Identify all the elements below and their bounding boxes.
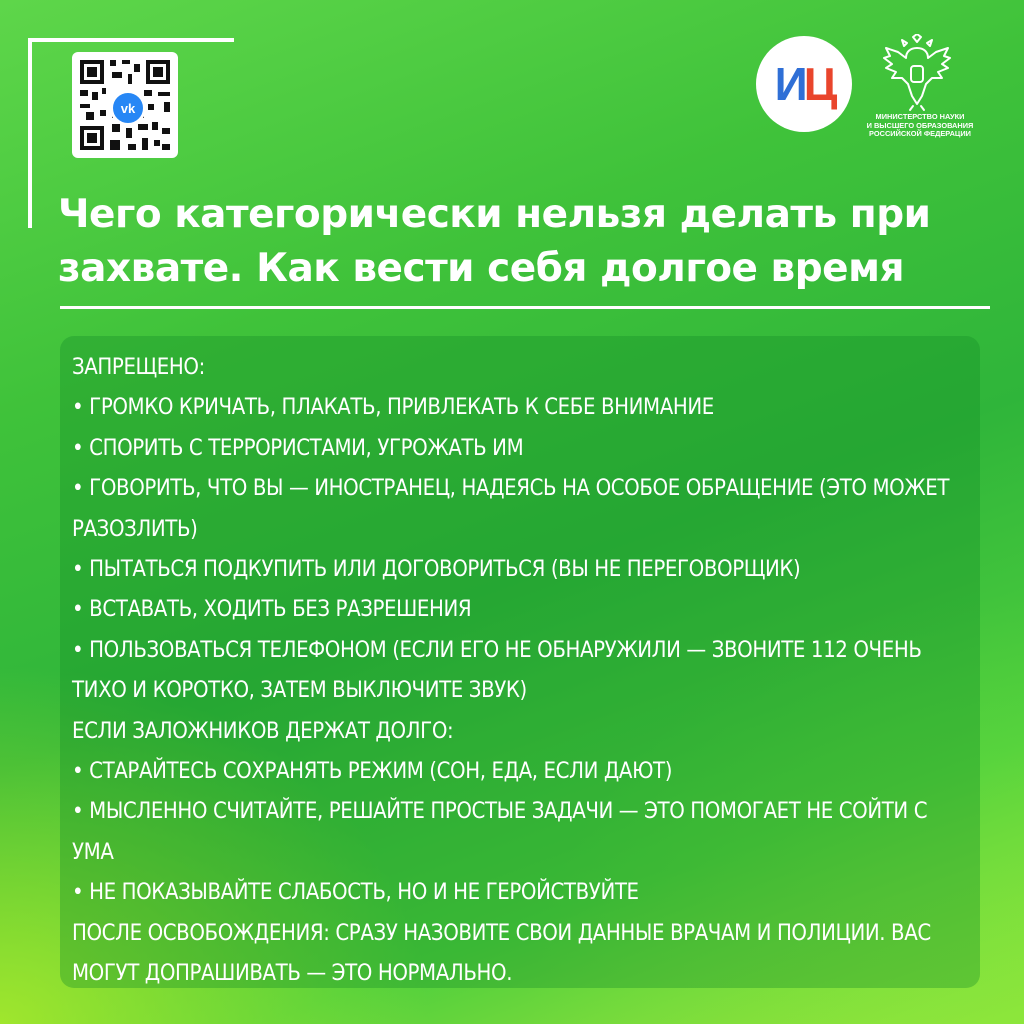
list-item: • МЫСЛЕННО СЧИТАЙТЕ, РЕШАЙТЕ ПРОСТЫЕ ЗАДАЧИ — ЭТО ПОМОГАЕТ НЕ СОЙТИ С (72, 799, 928, 825)
title-divider (60, 306, 990, 309)
ic-logo-letter-c: Ц (803, 58, 834, 110)
ic-logo (756, 36, 852, 132)
list-item: • ПЫТАТЬСЯ ПОДКУПИТЬ ИЛИ ДОГОВОРИТЬСЯ (ВЫ НЕ ПЕРЕГОВОРЩИК) (72, 557, 801, 583)
page-title (58, 188, 1008, 296)
list-item: • СТАРАЙТЕСЬ СОХРАНЯТЬ РЕЖИМ (СОН, ЕДА, ЕСЛИ ДАЮТ) (72, 759, 673, 785)
corner-frame-left (28, 38, 32, 228)
closing-text: МОГУТ ДОПРАШИВАТЬ — ЭТО НОРМАЛЬНО. (72, 961, 513, 987)
list-item: • НЕ ПОКАЗЫВАЙТЕ СЛАБОСТЬ, НО И НЕ ГЕРОЙСТВУЙТЕ (72, 880, 639, 906)
qr-code[interactable] (72, 52, 178, 158)
list-item: • ПОЛЬЗОВАТЬСЯ ТЕЛЕФОНОМ (ЕСЛИ ЕГО НЕ ОБНАРУЖИЛИ — ЗВОНИТЕ 112 ОЧЕНЬ (72, 637, 922, 663)
list-item-continuation: РАЗОЗЛИТЬ) (72, 516, 198, 542)
closing-text: ПОСЛЕ ОСВОБОЖДЕНИЯ: СРАЗУ НАЗОВИТЕ СВОИ ДАННЫЕ ВРАЧАМ И ПОЛИЦИИ. ВАС (72, 920, 931, 946)
title-line: захвате. Как вести себя долгое время (58, 246, 905, 291)
corner-frame-top (28, 38, 234, 42)
list-item-continuation: ТИХО И КОРОТКО, ЗАТЕМ ВЫКЛЮЧИТЕ ЗВУК) (72, 678, 527, 704)
ministry-line: МИНИСТЕРСТВО НАУКИ (875, 112, 965, 121)
ministry-line: И ВЫСШЕГО ОБРАЗОВАНИЯ (866, 120, 974, 130)
list-item: • СПОРИТЬ С ТЕРРОРИСТАМИ, УГРОЖАТЬ ИМ (72, 435, 524, 461)
list-item: • ВСТАВАТЬ, ХОДИТЬ БЕЗ РАЗРЕШЕНИЯ (72, 597, 472, 623)
list-item: • ГРОМКО КРИЧАТЬ, ПЛАКАТЬ, ПРИВЛЕКАТЬ К СЕБЕ ВНИМАНИЕ (72, 395, 714, 421)
coat-of-arms-icon (880, 34, 954, 112)
ministry-line: РОССИЙСКОЙ ФЕДЕРАЦИИ (869, 129, 971, 139)
content-text (72, 348, 972, 995)
list-item: • ГОВОРИТЬ, ЧТО ВЫ — ИНОСТРАНЕЦ, НАДЕЯСЬ НА ОСОБОЕ ОБРАЩЕНИЕ (ЭТО МОЖЕТ (72, 476, 950, 502)
ic-logo-letter-i: И (774, 58, 804, 110)
ministry-caption (850, 113, 990, 139)
list-item-continuation: УМА (72, 839, 114, 865)
title-line: Чего категорически нельзя делать при (58, 192, 931, 237)
section-heading: ЗАПРЕЩЕНО: (72, 355, 205, 380)
section-heading: ЕСЛИ ЗАЛОЖНИКОВ ДЕРЖАТ ДОЛГО: (72, 718, 454, 744)
vk-icon: vk (110, 90, 146, 126)
